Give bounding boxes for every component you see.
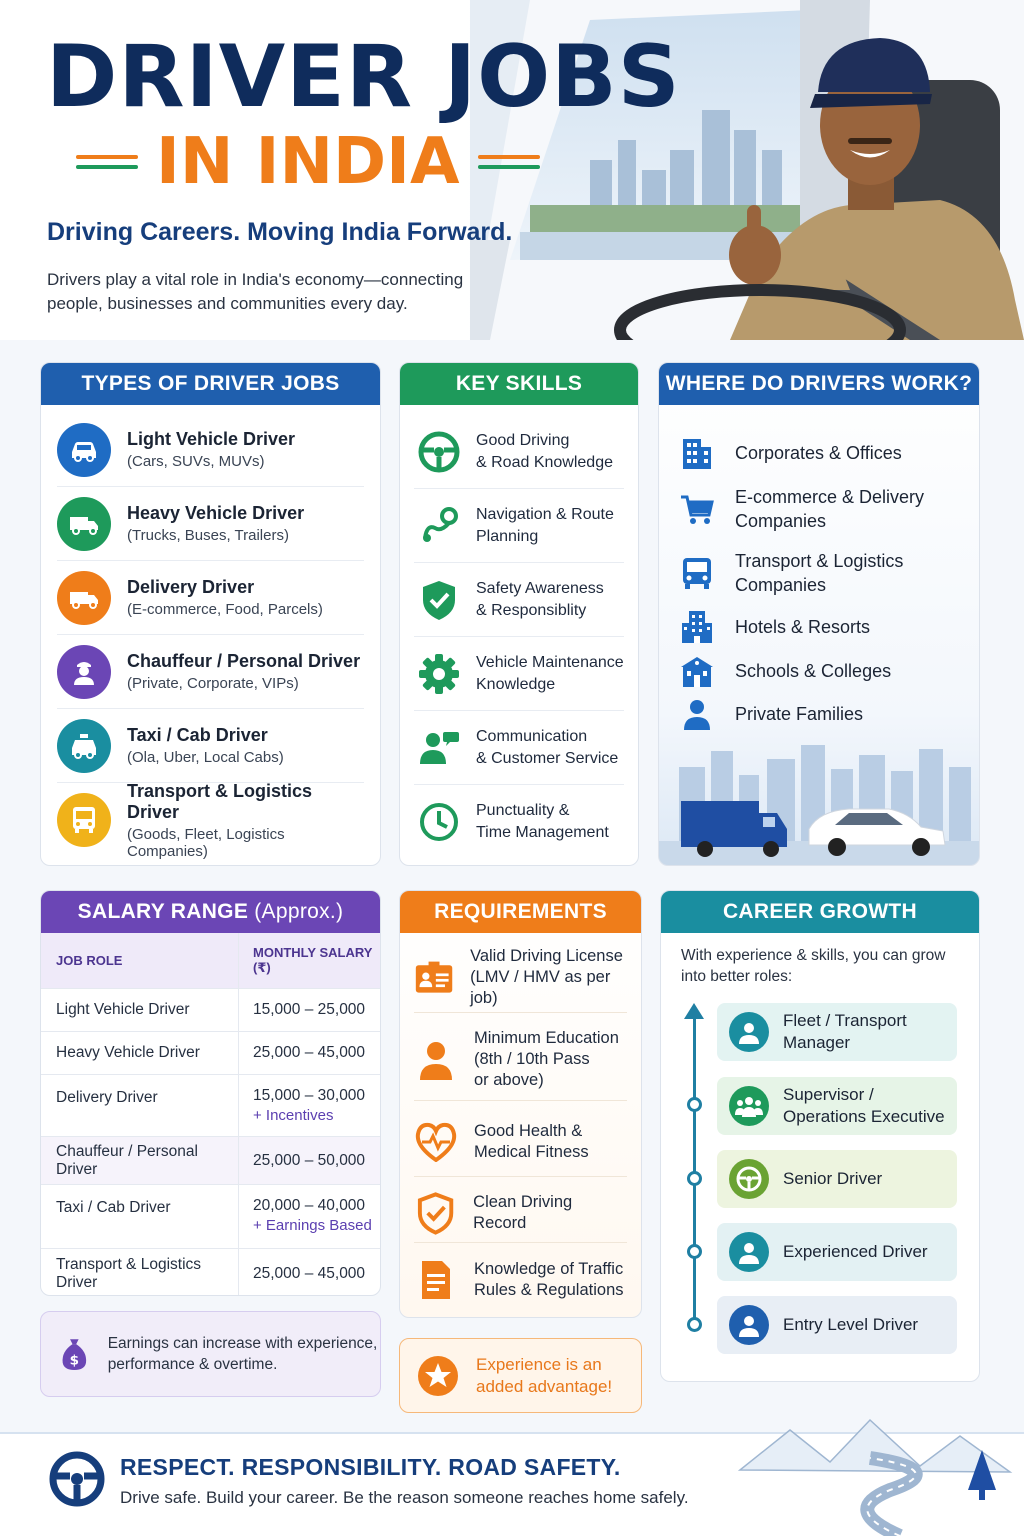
skill-item: [414, 415, 624, 489]
experience-advantage-text: Experience is an added advantage!: [476, 1354, 613, 1396]
intro-text: Drivers play a vital role in India's economy—connecting people, businesses and communities every day.: [47, 270, 464, 313]
requirement-line: Valid Driving License: [470, 947, 623, 965]
salary-note: + Earnings Based: [253, 1217, 372, 1234]
requirement-line: Medical Fitness: [474, 1142, 589, 1161]
skill-line1: Navigation & Route: [476, 505, 614, 523]
skill-item: [414, 711, 624, 785]
shield-check-icon: [414, 1191, 457, 1235]
mountain-road-illustration: [720, 1400, 1024, 1536]
job-type-sub: (Ola, Uber, Local Cabs): [127, 749, 284, 766]
workplace-item: [677, 485, 969, 533]
earnings-note: Earnings can increase with experience, performance & overtime.: [107, 1335, 378, 1373]
skill-line1: Vehicle Maintenance: [476, 653, 624, 671]
career-level: [717, 1223, 957, 1281]
heart-pulse-icon: [414, 1122, 458, 1162]
job-type-item: [57, 561, 364, 635]
requirement-line: Knowledge of Traffic: [474, 1260, 624, 1278]
salary-role-text: Delivery Driver: [56, 1089, 158, 1106]
experience-advantage-box: [399, 1338, 642, 1413]
workplace-line2: Companies: [735, 575, 827, 595]
footer: [0, 1432, 1024, 1536]
car-icon: [57, 423, 111, 477]
career-level-line2: Operations Executive: [783, 1107, 945, 1126]
career-growth-heading: CAREER GROWTH: [661, 891, 979, 933]
key-skills-card: [399, 362, 639, 866]
timeline-dot: [687, 1097, 702, 1112]
skill-item: [414, 563, 624, 637]
job-type-sub: (Cars, SUVs, MUVs): [127, 453, 265, 470]
team-icon: [729, 1086, 769, 1126]
steering-wheel-icon: [414, 427, 464, 477]
skill-line2: Planning: [476, 527, 539, 545]
salary-value: 25,000 – 50,000: [253, 1151, 366, 1169]
table-row: [41, 989, 381, 1032]
job-type-title: Chauffeur / Personal Driver: [127, 651, 361, 671]
table-row: [41, 1185, 381, 1249]
requirement-item: [414, 943, 627, 1013]
timeline-dot: [687, 1317, 702, 1332]
office-building-icon: [677, 433, 717, 473]
manager-icon: [729, 1012, 769, 1052]
salary-role-text: Taxi / Cab Driver: [56, 1199, 171, 1216]
skill-line2: & Responsiblity: [476, 601, 587, 619]
person-icon: [677, 694, 717, 734]
salary-value: 25,000 – 45,000: [253, 1044, 366, 1061]
career-growth-card: [660, 890, 980, 1382]
workplace-line1: Corporates & Offices: [735, 443, 902, 463]
salary-role: [41, 1185, 239, 1248]
requirement-item: [414, 1019, 627, 1101]
requirements-card: [399, 890, 642, 1318]
career-level-line1: Entry Level Driver: [783, 1315, 919, 1334]
career-growth-intro: With experience & skills, you can grow into better roles:: [681, 947, 946, 985]
workplace-item: [677, 694, 969, 734]
bus-icon: [57, 793, 111, 847]
salary-value: 15,000 – 25,000: [253, 1001, 366, 1018]
skill-item: [414, 785, 624, 859]
job-type-item: [57, 635, 364, 709]
skill-item: [414, 489, 624, 563]
people-chat-icon: [414, 723, 464, 773]
workplace-item: [677, 433, 969, 473]
workplace-line1: Hotels & Resorts: [735, 617, 871, 637]
requirement-line: or above): [474, 1071, 544, 1089]
table-row: [41, 1032, 381, 1075]
job-type-title: Delivery Driver: [127, 577, 255, 597]
salary-role: [41, 1075, 239, 1136]
col-header-role: JOB ROLE: [41, 933, 239, 988]
requirement-line: Rules & Regulations: [474, 1281, 624, 1299]
star-badge-icon: [416, 1354, 460, 1398]
job-type-sub: (E-commerce, Food, Parcels): [127, 601, 323, 618]
school-icon: [677, 651, 717, 691]
main-title: DRIVER JOBS: [46, 27, 681, 127]
skill-line2: Time Management: [476, 824, 609, 841]
col-header-salary: MONTHLY SALARY (₹): [253, 945, 373, 975]
delivery-van-icon: [57, 571, 111, 625]
requirement-item: [414, 1247, 627, 1313]
workplace-item: [677, 607, 969, 647]
table-row: [41, 1075, 381, 1137]
job-type-item: [57, 709, 364, 783]
route-icon: [414, 501, 464, 551]
cart-icon: [677, 489, 717, 529]
chauffeur-icon: [57, 645, 111, 699]
city-vehicles-illustration: [659, 741, 980, 866]
skill-line1: Punctuality &: [476, 802, 570, 819]
salary-table: [41, 933, 381, 1296]
salary-value: 15,000 – 30,000: [253, 1087, 366, 1104]
requirements-heading: REQUIREMENTS: [400, 891, 641, 933]
taxi-icon: [57, 719, 111, 773]
shield-check-icon: [414, 575, 464, 625]
workplace-item: [677, 549, 969, 597]
types-of-jobs-heading: TYPES OF DRIVER JOBS: [41, 363, 380, 405]
workplace-line1: Schools & Colleges: [735, 661, 892, 681]
where-drivers-work-card: [658, 362, 980, 866]
workplace-line2: Companies: [735, 511, 827, 531]
skill-line1: Safety Awareness: [476, 579, 604, 597]
requirement-line: Minimum Education: [474, 1029, 619, 1047]
salary-role: Heavy Vehicle Driver: [41, 1032, 239, 1074]
career-level-line1: Fleet / Transport: [783, 1011, 907, 1030]
clock-icon: [414, 797, 464, 847]
job-type-title: Transport & Logistics Driver: [127, 780, 313, 822]
salary-value: 20,000 – 40,000: [253, 1197, 366, 1214]
job-type-item: [57, 487, 364, 561]
tagline: Driving Careers. Moving India Forward.: [47, 218, 513, 246]
career-level: [717, 1150, 957, 1208]
types-of-jobs-card: [40, 362, 381, 866]
salary-heading-note: (Approx.): [254, 900, 344, 923]
person-icon: [729, 1305, 769, 1345]
requirement-line: Clean Driving Record: [473, 1192, 573, 1232]
earnings-note-box: [40, 1311, 381, 1397]
salary-note: + Incentives: [253, 1107, 334, 1124]
money-bag-icon: [59, 1326, 90, 1382]
footer-subtitle: Drive safe. Build your career. Be the reason someone reaches home safely.: [120, 1488, 689, 1507]
workplace-line1: Transport & Logistics: [735, 551, 904, 571]
flag-stripes-left: [76, 155, 138, 169]
requirement-line: (8th / 10th Pass: [474, 1050, 590, 1068]
career-level-line2: Manager: [783, 1033, 851, 1052]
workplace-item: [677, 651, 969, 691]
salary-range-card: [40, 890, 381, 1296]
timeline-dot: [687, 1171, 702, 1186]
hotel-icon: [677, 607, 717, 647]
skill-line2: & Road Knowledge: [476, 453, 613, 471]
job-type-title: Light Vehicle Driver: [127, 429, 296, 449]
id-card-icon: [414, 960, 454, 996]
salary-role: Chauffeur / Personal Driver: [41, 1137, 239, 1184]
person-icon: [729, 1232, 769, 1272]
timeline-dot: [687, 1244, 702, 1259]
career-level: [717, 1077, 957, 1135]
career-level-line1: Senior Driver: [783, 1169, 883, 1188]
job-type-sub: (Goods, Fleet, Logistics Companies): [127, 825, 285, 860]
job-type-sub: (Private, Corporate, VIPs): [127, 675, 299, 692]
bus-front-icon: [677, 553, 717, 593]
requirement-item: [414, 1107, 627, 1177]
career-level-line1: Experienced Driver: [783, 1242, 928, 1261]
job-type-title: Heavy Vehicle Driver: [127, 503, 305, 523]
main-title-country: IN INDIA: [156, 125, 460, 199]
salary-heading-text: SALARY RANGE: [77, 900, 249, 923]
salary-range-heading: [41, 891, 380, 933]
salary-value: 25,000 – 45,000: [253, 1265, 366, 1282]
table-row: [41, 1249, 381, 1296]
career-level: [717, 1003, 957, 1061]
requirement-line: Good Health &: [474, 1121, 583, 1140]
salary-role: Transport & Logistics Driver: [41, 1249, 239, 1296]
gear-icon: [414, 649, 464, 699]
subtitle-row: [76, 125, 540, 199]
skill-item: [414, 637, 624, 711]
where-drivers-work-heading: WHERE DO DRIVERS WORK?: [659, 363, 979, 405]
steering-wheel-icon: [729, 1159, 769, 1199]
truck-icon: [57, 497, 111, 551]
flag-stripes-right: [478, 155, 540, 169]
skill-line1: Communication: [476, 727, 588, 745]
workplace-line1: Private Families: [735, 704, 864, 724]
career-level-line1: Supervisor /: [783, 1085, 874, 1104]
requirement-line: (LMV / HMV as per job): [470, 968, 611, 1007]
steering-wheel-icon: [48, 1450, 106, 1508]
career-level: [717, 1296, 957, 1354]
person-icon: [414, 1038, 458, 1082]
document-icon: [414, 1258, 458, 1302]
salary-value-cell: [239, 1075, 381, 1136]
job-type-item: [57, 780, 364, 860]
key-skills-heading: KEY SKILLS: [400, 363, 638, 405]
svg-text:$: $: [69, 1352, 80, 1369]
requirement-item: [414, 1183, 627, 1243]
skill-line2: & Customer Service: [476, 749, 619, 767]
hero-banner: [0, 0, 1024, 340]
footer-title: RESPECT. RESPONSIBILITY. ROAD SAFETY.: [120, 1454, 621, 1480]
skill-line2: Knowledge: [476, 675, 556, 693]
job-type-item: [57, 413, 364, 487]
skill-line1: Good Driving: [476, 431, 570, 449]
salary-value-cell: [239, 1185, 381, 1248]
table-row: [41, 1137, 381, 1185]
workplace-line1: E-commerce & Delivery: [735, 487, 925, 507]
job-type-title: Taxi / Cab Driver: [127, 725, 268, 745]
salary-table-header: [41, 933, 381, 989]
salary-role: Light Vehicle Driver: [41, 989, 239, 1031]
job-type-sub: (Trucks, Buses, Trailers): [127, 527, 289, 544]
